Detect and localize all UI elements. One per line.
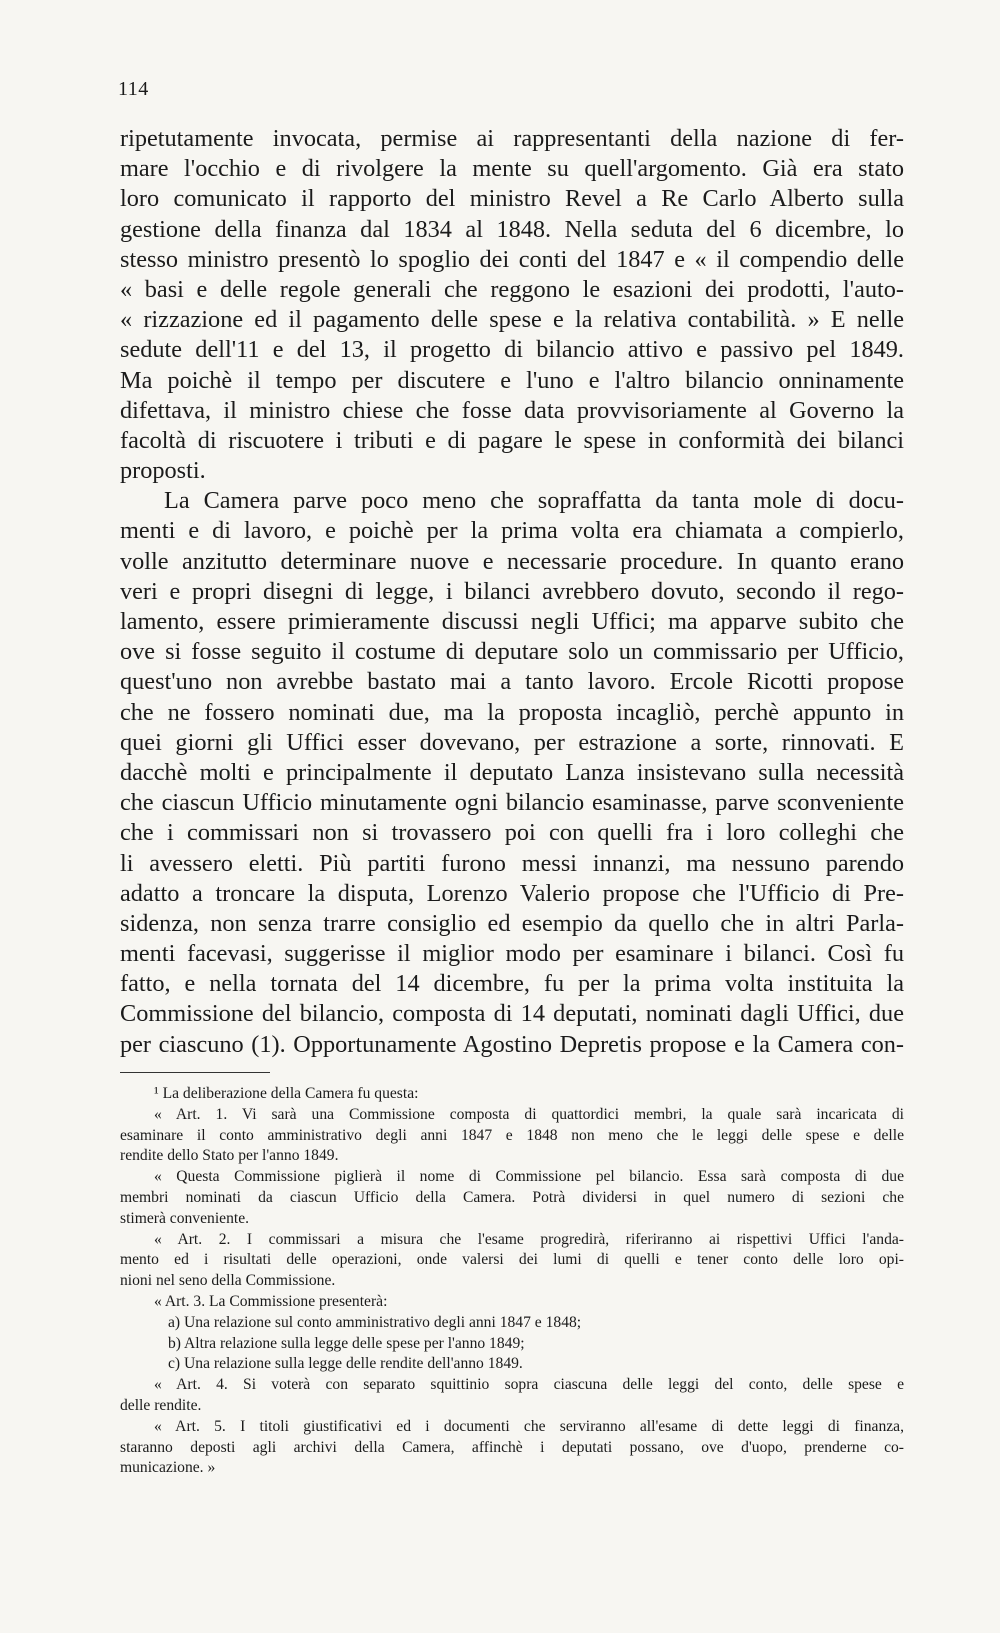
footnotes (120, 1084, 904, 1479)
footnote-line: a) Una relazione sul conto amministrativo degli anni 1847 e 1848; (168, 1313, 582, 1331)
text-line: « basi e delle regole generali che reggono le esazioni dei prodotti, l'auto- (120, 275, 904, 303)
footnote-line: rendite dello Stato per l'anno 1849. (120, 1147, 339, 1165)
footnote-line: « Questa Commissione piglierà il nome di Commissione pel bilancio. Essa sarà composta di due (154, 1168, 904, 1186)
footnote-line: esaminare il conto amministrativo degli anni 1847 e 1848 non meno che le leggi delle spese e delle (120, 1126, 904, 1144)
footnote-line: mento ed i risultati delle operazioni, onde valersi dei lumi di quelli e tener conto delle loro opi- (120, 1251, 904, 1269)
footnote-divider (120, 1072, 270, 1073)
text-line: lamento, essere primieramente discussi negli Uffici; ma apparve subito che (120, 608, 904, 635)
text-line: veri e propri disegni di legge, i bilanci avrebbero dovuto, secondo il rego- (120, 577, 904, 605)
text-line: fatto, e nella tornata del 14 dicembre, fu per la prima volta instituita la (120, 970, 904, 998)
text-line: volle anzitutto determinare nuove e necessarie procedure. In quanto erano (120, 547, 904, 575)
footnote-line: membri nominati da ciascun Ufficio della Camera. Potrà dividersi in quel numero di sezioni che (120, 1188, 904, 1206)
text-line: difettava, il ministro chiese che fosse data provvisoriamente al Governo la (120, 396, 904, 424)
footnote-line: nioni nel seno della Commissione. (120, 1272, 336, 1290)
text-line: che ciascun Ufficio minutamente ogni bilancio esaminasse, parve sconveniente (120, 789, 904, 817)
text-line: quei giorni gli Uffici esser dovevano, per estrazione a sorte, rinnovati. E (120, 728, 904, 756)
text-line: « rizzazione ed il pagamento delle spese e la relativa contabilità. » E nelle (120, 306, 904, 334)
footnote-line: stimerà conveniente. (120, 1209, 250, 1227)
text-line: quest'uno non avrebbe bastato mai a tanto lavoro. Ercole Ricotti propose (120, 668, 904, 696)
text-line: dacchè molti e principalmente il deputato Lanza insistevano sulla necessità (120, 758, 904, 786)
text-line: loro comunicato il rapporto del ministro Revel a Re Carlo Alberto sulla (120, 185, 904, 213)
text-line: menti e di lavoro, e poichè per la prima volta era chiamata a compierlo, (120, 517, 904, 545)
text-line: facoltà di riscuotere i tributi e di pagare le spese in conformità dei bilanci (120, 426, 904, 454)
text-line: li avessero eletti. Più partiti furono messi innanzi, ma nessuno parendo (120, 849, 904, 877)
text-line: gestione della finanza dal 1834 al 1848. Nella seduta del 6 dicembre, lo (120, 215, 904, 243)
footnote-line: « Art. 4. Si voterà con separato squittinio sopra ciascuna delle leggi del conto, delle spese e (154, 1376, 904, 1394)
page-number: 114 (118, 78, 149, 100)
footnote-line: delle rendite. (120, 1396, 202, 1414)
footnote-line: municazione. » (120, 1459, 216, 1477)
text-line: per ciascuno (1). Opportunamente Agostino Depretis propose e la Camera con- (120, 1030, 904, 1058)
text-line: stesso ministro presentò lo spoglio dei conti del 1847 e « il compendio delle (120, 245, 904, 273)
text-line: mare l'occhio e di rivolgere la mente su quell'argomento. Già era stato (120, 155, 904, 183)
text-line: sidenza, non senza trarre consiglio ed esempio da quello che in altri Parla- (120, 909, 904, 937)
text-line: proposti. (120, 457, 206, 485)
footnote-line: b) Altra relazione sulla legge delle spese per l'anno 1849; (168, 1334, 525, 1352)
footnote-line: c) Una relazione sulla legge delle rendite dell'anno 1849. (168, 1355, 523, 1373)
text-line: Commissione del bilancio, composta di 14 deputati, nominati dagli Uffici, due (120, 1000, 904, 1028)
text-line: Ma poichè il tempo per discutere e l'uno e l'altro bilancio onninamente (120, 366, 904, 394)
text-line: che ne fossero nominati due, ma la proposta incagliò, perchè appunto in (120, 698, 904, 726)
footnote-line: « Art. 3. La Commissione presenterà: (154, 1292, 388, 1310)
text-line: ove si fosse seguito il costume di deputare solo un commissario per Ufficio, (120, 638, 904, 666)
footnote-line: « Art. 1. Vi sarà una Commissione composta di quattordici membri, la quale sarà incaricata di (154, 1105, 904, 1123)
text-line: adatto a troncare la disputa, Lorenzo Valerio propose che l'Ufficio di Pre- (120, 879, 904, 907)
text-line: La Camera parve poco meno che sopraffatta da tanta mole di docu- (164, 487, 904, 515)
main-text (120, 124, 904, 1060)
text-line: ripetutamente invocata, permise ai rappresentanti della nazione di fer- (120, 125, 904, 152)
text-line: che i commissari non si trovassero poi con quelli fra i loro colleghi che (120, 819, 904, 847)
text-line: menti facevasi, suggerisse il miglior modo per esaminare i bilanci. Così fu (120, 940, 904, 968)
footnote-line: « Art. 2. I commissari a misura che l'esame progredirà, riferiranno ai rispettivi Uffici l'anda- (154, 1230, 904, 1248)
footnote-line: ¹ La deliberazione della Camera fu questa: (154, 1085, 419, 1102)
footnote-line: « Art. 5. I titoli giustificativi ed i documenti che serviranno all'esame di dette leggi di finanza, (154, 1417, 904, 1435)
footnote-line: staranno deposti agli archivi della Camera, affinchè i deputati possano, ove d'uopo, prenderne co- (120, 1438, 904, 1456)
text-line: sedute dell'11 e del 13, il progetto di bilancio attivo e passivo pel 1849. (120, 336, 904, 364)
